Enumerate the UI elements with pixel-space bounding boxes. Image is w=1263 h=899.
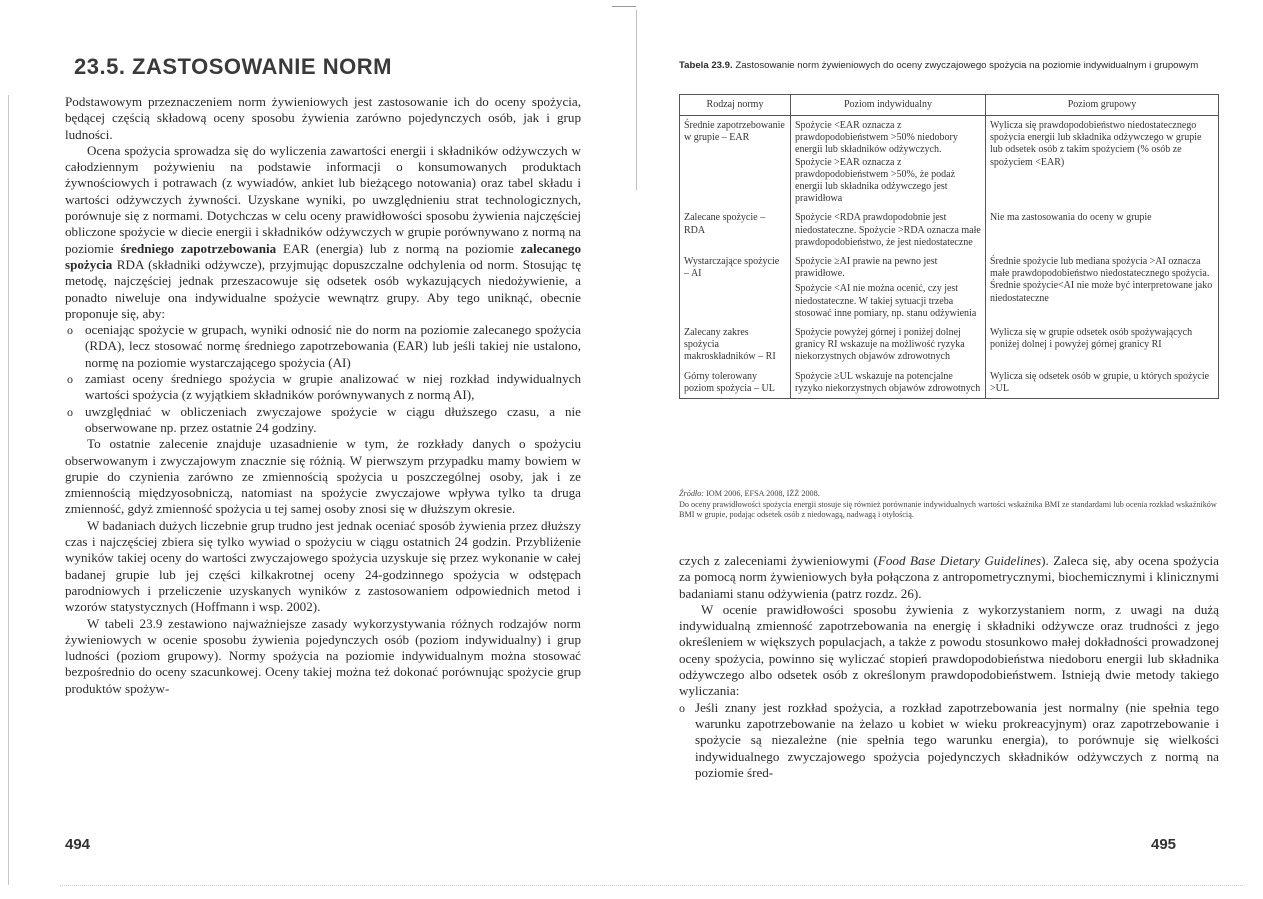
table-cell: Górny tolerowany poziom spożycia – UL xyxy=(680,367,791,399)
paragraph xyxy=(679,553,1219,602)
italic-title: Food Base Dietary Guidelines xyxy=(877,553,1042,568)
cell-text: Spożycie ≥AI prawie na pewno jest prawidłowe. xyxy=(795,256,938,280)
table-row xyxy=(680,208,1219,252)
page-number: 494 xyxy=(65,836,91,853)
text-run: Ocena spożycia sprowadza się do wyliczenia zawartości energii i składników odżywczych w całodziennym pożywieniu na podstawie informacji o konsumowanych produktach żywnościowych i potrawach (z wywiadów, ankiet lub bieżącego notowania) oraz tabel składu i wartości odżywczych żywności. Uzyskane wyniki, po uwzględnieniu strat technologicznych, porównuje się z normami. Dotychczas w celu oceny prawidłowości sposobu żywienia najczęściej obliczone spożycie w diecie energii i składników odżywczych w grupie porównywano z normą na poziomie xyxy=(65,142,581,256)
norms-table xyxy=(679,94,1219,399)
bold-term: średniego zapotrzebowania xyxy=(120,240,277,256)
recommendation-list xyxy=(65,322,581,436)
source-line xyxy=(679,489,1219,500)
table-cell: Nie ma zastosowania do oceny w grupie xyxy=(986,208,1219,252)
cell-text: Spożycie >EAR oznacza z prawdopodobieństwem >50%, że podaż energii lub składnika odżywczego jest prawidłowa xyxy=(795,156,956,205)
list-item: o oceniając spożycie w grupach, wyniki odnosić nie do norm na poziomie zalecanego spożycia (RDA), lecz stosować normę średniego zapotrzebowania (EAR) lub jeśli takiej nie ustalono, normę na poziomie wystarczającego spożycia (AI) xyxy=(85,322,581,371)
table-header-row xyxy=(680,95,1219,116)
right-page xyxy=(632,0,1263,899)
cell-text: Spożycie <AI nie można ocenić, czy jest niedostateczne. W takiej sytuacji trzeba stosować inne pomiary, np. stanu odżywienia xyxy=(795,283,977,319)
section-title: 23.5. ZASTOSOWANIE NORM xyxy=(74,54,392,79)
column-header: Poziom grupowy xyxy=(986,95,1219,116)
cell-text: Spożycie ≥UL wskazuje na potencjalne ryzyko niekorzystnych objawów zdrowotnych xyxy=(795,370,981,394)
table-row xyxy=(680,116,1219,209)
paragraph: W badaniach dużych liczebnie grup trudno jest jednak oceniać sposób żywienia przez dłuższy czas i najczęściej zbiera się tylko wywiad o spożyciu w ciągu ostatnich 24 godzin. Przybliżenie wyników takiej oceny do wartości zwyczajowego spożycia uzyskuje się przez wykonanie w całej badanej grupie lub jej części kilkakrotnej oceny 24-godzinnego spożycia w odstępach parodniowych i przeliczenie uzyskanych wyników z zastosowaniem odpowiednich metod i wzorów statystycznych (Hoffmann i wsp. 2002). xyxy=(65,517,581,615)
table-cell: Średnie spożycie lub mediana spożycia >AI oznacza małe prawdopodobieństwo niedostatecznego spożycia. Średnie spożycie<AI nie może być interpretowane jako niedostateczne xyxy=(986,252,1219,323)
table-source xyxy=(679,489,1219,521)
bold-term: zalecanego spożycia xyxy=(65,240,581,272)
text-run: EAR (energia) lub z normą na poziomie xyxy=(282,240,514,256)
list-item: o Jeśli znany jest rozkład spożycia, a rozkład zapotrzebowania jest normalny (nie spełnia tego warunku zapotrzebowanie na żelazo u kobiet w wieku prokreacyjnym) oraz zapotrzebowanie i spożycie są niezależne (nie spełnia tego warunku energia), to porównuje się wielkości indywidualnego zwyczajowego spożycia pojedynczych składników odżywczych z normą na poziomie śred- xyxy=(695,700,1219,781)
right-body-text xyxy=(679,553,1219,781)
paragraph: Podstawowym przeznaczeniem norm żywieniowych jest zastosowanie ich do oceny spożycia, będącej częścią składową oceny sposobu żywienia zarówno pojedynczych osób, jak i grup ludności. xyxy=(65,94,581,142)
cell-text: Spożycie <EAR oznacza z prawdopodobieństwem >50% niedobory energii lub składników odżywczych. xyxy=(795,120,958,156)
table-cell: Wystarczające spożycie – AI xyxy=(680,252,791,323)
paragraph: W tabeli 23.9 zestawiono najważniejsze zasady wykorzystywania różnych rodzajów norm żywieniowych w ocenie sposobu żywienia pojedynczych osób (poziom indywidualny) i grup ludności (poziom grupowy). Normy spożycia na poziomie indywidualnym można stosować bezpośrednio do oceny szacunkowej. Oceny takiej można też dokonać porównując spożycie grup produktów spożyw- xyxy=(65,615,581,696)
table-label: Tabela 23.9. xyxy=(679,60,733,71)
source-note: Do oceny prawidłowości spożycia energii stosuje się również porównanie indywidualnych wartości wskaźnika BMI ze standardami lub ocenia rozkład wskaźników BMI w grupie, podając odsetek osób z niedowagą, nadwagą i otyłością. xyxy=(679,499,1217,519)
table-row xyxy=(680,252,1219,323)
source-text: IOM 2006, EFSA 2008, IŻŻ 2008. xyxy=(706,489,820,498)
table-caption xyxy=(679,60,1219,72)
cell-text: Spożycie powyżej górnej i poniżej dolnej granicy RI wskazuje na możliwość ryzyka niekorzystnych objawów zdrowotnych xyxy=(795,327,965,363)
column-header: Poziom indywidualny xyxy=(791,95,986,116)
table-cell: Wylicza się w grupie odsetek osób spożywających poniżej dolnej i powyżej górnej granicy RI xyxy=(986,323,1219,367)
table-caption-text: Zastosowanie norm żywieniowych do oceny zwyczajowego spożycia na poziomie indywidualnym i grupowym xyxy=(735,60,1199,71)
table-cell: Wylicza się odsetek osób w grupie, u których spożycie >UL xyxy=(986,367,1219,399)
list-item: o uwzględniać w obliczeniach zwyczajowe spożycie w ciągu dłuższego czasu, a nie obserwowane np. przez ostatnie 24 godziny. xyxy=(85,404,581,437)
text-run: ). Zaleca się, aby ocena spożycia za pomocą norm żywieniowych była połączona z antropometrycznymi, biochemicznymi i klinicznymi badaniami stanu odżywienia (patrz rozdz. 26). xyxy=(679,553,1219,601)
paragraph xyxy=(65,143,581,322)
paragraph: To ostatnie zalecenie znajduje uzasadnienie w tym, że rozkłady danych o spożyciu obserwowanym i zwyczajowym znacznie się różnią. W pierwszym przypadku mamy bowiem w grupie do czynienia zarówno ze zmiennością spożycia u poszczególnej osoby, jak i ze zmiennością międzyosobniczą, natomiast na spożycie zwyczajowe wpływa tylko ta druga zmienność, gdyż zmienność spożycia u tej samej osoby znosi się w dłuższym okresie. xyxy=(65,436,581,517)
text-run: czych z zaleceniami żywieniowymi ( xyxy=(679,553,878,568)
left-body-text xyxy=(65,94,581,697)
list-item: o zamiast oceny średniego spożycia w grupie analizować w niej rozkład indywidualnych wartości spożycia (z wyjątkiem składników porównywanych z normą AI), xyxy=(85,371,581,404)
table-row xyxy=(680,367,1219,399)
table-cell xyxy=(791,367,986,399)
cell-text: Spożycie <RDA prawdopodobnie jest niedostateczne. Spożycie >RDA oznacza małe prawdopodobieństwo, że jest niedostateczne xyxy=(795,212,981,248)
table-cell: Zalecane spożycie – RDA xyxy=(680,208,791,252)
page-number: 495 xyxy=(1151,836,1177,853)
table-cell: Wylicza się prawdopodobieństwo niedostatecznego spożycia energii lub składnika odżywczego w grupie lub odsetek osób z takim spożyciem (% osób ze spożyciem <EAR) xyxy=(986,116,1219,209)
column-header: Rodzaj normy xyxy=(680,95,791,116)
table-cell xyxy=(791,323,986,367)
table-row xyxy=(680,323,1219,367)
method-list xyxy=(679,700,1219,781)
table-cell xyxy=(791,116,986,209)
table-cell xyxy=(791,252,986,323)
source-label: Źródło: xyxy=(679,489,705,498)
table-cell: Zalecany zakres spożycia makroskładników – RI xyxy=(680,323,791,367)
text-run: RDA (składniki odżywcze), przyjmując dopuszczalne odchylenia od norm. Stosując tę metodę, najczęściej jednak przeszacowuje się odsetek osób wykazujących niedożywienie, a ponadto niweluje ona indywidualne spożycie wewnątrz grupy. Aby tego uniknąć, obecnie proponuje się, aby: xyxy=(65,256,582,321)
paragraph: W ocenie prawidłowości sposobu żywienia z wykorzystaniem norm, z uwagi na dużą indywidualną zmienność zapotrzebowania na energię i składniki odżywcze oraz trudności z jego określeniem w większych populacjach, a także z powodu stosunkowo małej dokładności prowadzonej oceny spożycia, powinno się wyliczać stopień prawdopodobieństwa niedoboru energii lub składnika odżywczego albo odsetek osób z określonym prawdopodobieństwem. Istnieją dwie metody takiego wyliczania: xyxy=(679,601,1219,699)
table-cell xyxy=(791,208,986,252)
table-cell: Średnie zapotrzebowanie w grupie – EAR xyxy=(680,116,791,209)
